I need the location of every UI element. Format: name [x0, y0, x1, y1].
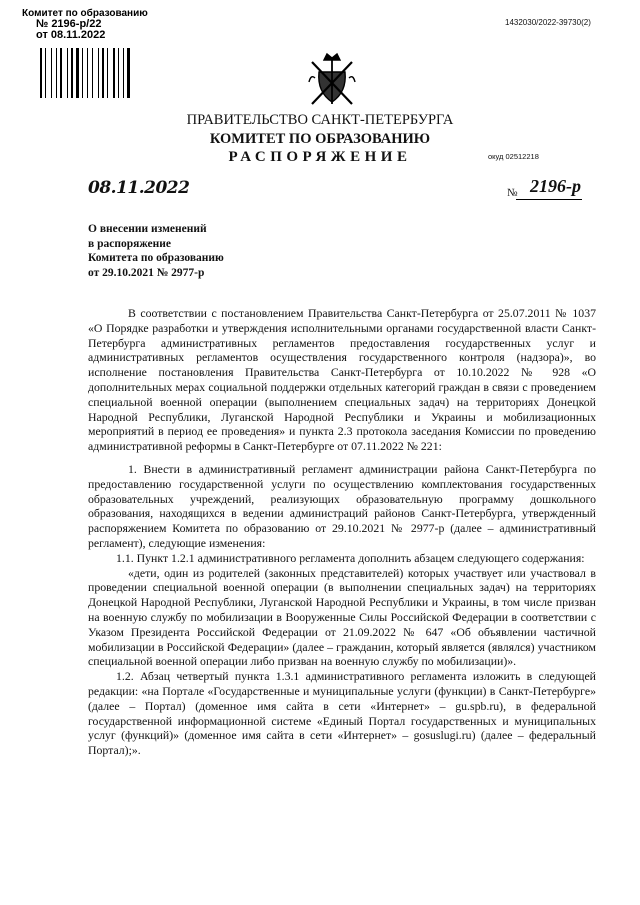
- item-1-paragraph: 1. Внести в административный регламент администрации района Санкт-Петербурга по предоставлению государственной услуги по осуществлению комплектования государственных образовательных учреждений, реализующих образовательную программу дошкольного образования, находящихся в ведении администраций районов Санкт-Петербурга, утвержденный распоряжением Комитета по образованию от 29.10.2021 № 2977-р (далее – административный регламент), следующие изменения:: [88, 461, 596, 550]
- subject-block: [88, 222, 348, 280]
- subject-line: в распоряжение: [88, 237, 171, 250]
- item-1-2-paragraph: 1.2. Абзац четвертый пункта 1.3.1 административного регламента изложить в следующей редакции: «на Портале «Государственные и муниципальные услуги (функции) в Санкт-Петербурге» (далее – Портал) (доменное имя сайта в сети «Интернет» – gu.spb.ru), в федеральной государственной информационной системе «Единый Портал государственных и муниципальных услуг (функций)» (доменное имя сайта в сети «Интернет» – gosuslugi.ru) (далее – федеральный Портал);».: [88, 669, 596, 758]
- stamp-date: от 08.11.2022: [36, 29, 106, 41]
- government-title: ПРАВИТЕЛЬСТВО САНКТ-ПЕТЕРБУРГА: [186, 112, 454, 128]
- preamble-paragraph: В соответствии с постановлением Правительства Санкт-Петербурга от 25.07.2011 № 1037 «О Порядке разработки и утверждения исполнительными органами государственной власти Санкт-Петербурга административных регламентов предоставления государственных услуг и административных регламентов осуществления государственного контроля (надзора)», во исполнение постановления Правительства Санкт-Петербурга от 10.10.2022 № 928 «О дополнительных мерах социальной поддержки отдельных категорий граждан в связи с проведением специальной военной операции (выполнением специальных задач) на территориях Донецкой Народной Республики, Луганской Народной Республики и Украины и мобилизационных мероприятий в период ее проведения» и пункта 2.3 протокола заседания Комиссии по проведению административной реформы в Санкт-Петербурге от 07.11.2022 № 221:: [88, 306, 596, 454]
- subject-line: О внесении изменений: [88, 223, 207, 235]
- stamp-committee: Комитет по образованию: [22, 8, 148, 19]
- handwritten-date: 08.11.2022: [88, 178, 190, 198]
- quoted-paragraph: «дети, один из родителей (законных представителей) которых участвует или участвовал в проведении специальной военной операции (в выполнении специальных задач) на территориях Донецкой Народной Республики, Луганской Народной Республики и Украины, в том числе призван на военную службу по мобилизации в Вооруженные Силы Российской Федерации в соответствии с Указом Президента Российской Федерации от 21.09.2022 № 647 «Об объявлении частичной мобилизации в Российской Федерации» (далее – гражданин, который является (являлся) участником специальной военной операции либо призван на военную службу по мобилизации)».: [88, 565, 596, 669]
- document-id: 1432030/2022-39730(2): [505, 18, 591, 27]
- stamp-number: № 2196-р/22: [36, 18, 102, 30]
- subject-line: Комитета по образованию: [88, 252, 224, 264]
- handwritten-number: 2196-р: [530, 176, 581, 196]
- document-type: РАСПОРЯЖЕНИЕ: [228, 149, 412, 165]
- okud-code: окуд 02512218: [488, 152, 539, 161]
- registration-stamp: [22, 8, 148, 41]
- document-body: [88, 306, 596, 758]
- number-label: №: [507, 187, 518, 199]
- item-1-1-paragraph: 1.1. Пункт 1.2.1 административного регламента дополнить абзацем следующего содержания:: [116, 550, 585, 565]
- barcode-icon: [40, 48, 132, 98]
- subject-line: от 29.10.2021 № 2977-р: [88, 266, 205, 279]
- number-underline: [516, 199, 582, 200]
- committee-title: КОМИТЕТ ПО ОБРАЗОВАНИЮ: [209, 131, 431, 147]
- coat-of-arms-icon: [307, 52, 357, 110]
